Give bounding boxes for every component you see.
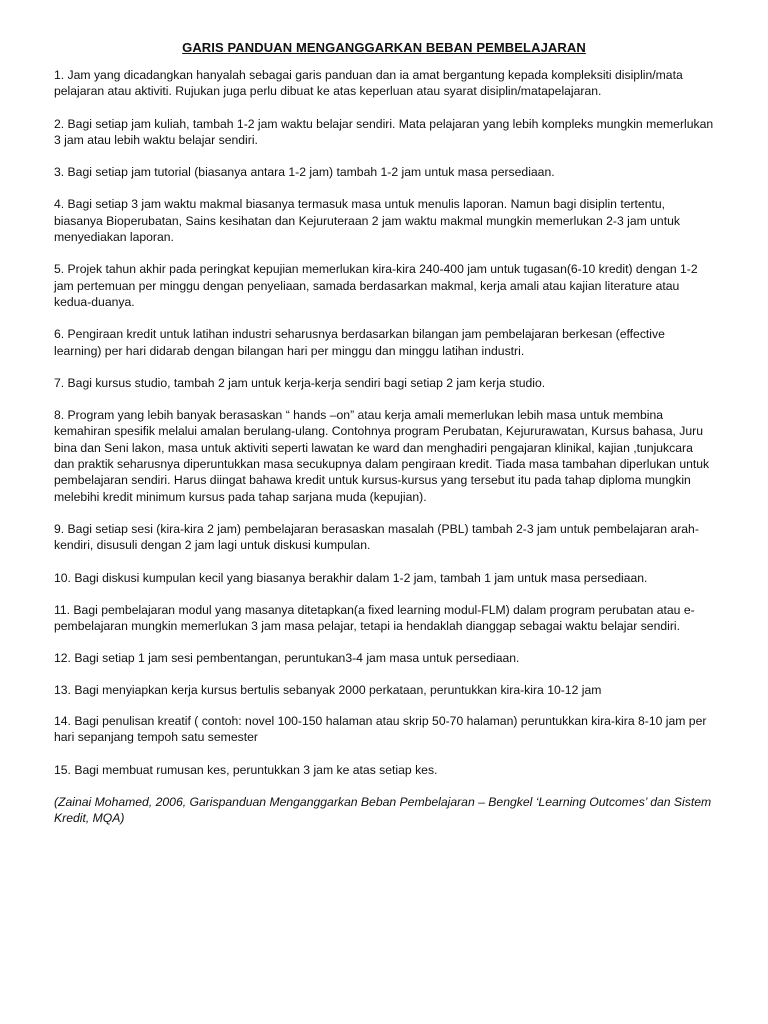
guideline-12: 12. Bagi setiap 1 jam sesi pembentangan, peruntukan3-4 jam masa untuk persediaan. [54, 651, 520, 666]
guideline-15: 15. Bagi membuat rumusan kes, peruntukkan 3 jam ke atas setiap kes. [54, 762, 438, 777]
guideline-14: 14. Bagi penulisan kreatif ( contoh: novel 100-150 halaman atau skrip 50-70 halaman) peruntukkan kira-kira 8-10 jam per hari sepanjang tempoh satu semester [54, 714, 707, 745]
guideline-10: 10. Bagi diskusi kumpulan kecil yang biasanya berakhir dalam 1-2 jam, tambah 1 jam untuk masa persediaan. [54, 570, 648, 585]
guideline-13: 13. Bagi menyiapkan kerja kursus bertulis sebanyak 2000 perkataan, peruntukkan kira-kira 10-12 jam [54, 682, 602, 697]
document-title: GARIS PANDUAN MENGANGGARKAN BEBAN PEMBELAJARAN [182, 40, 586, 55]
guideline-3: 3. Bagi setiap jam tutorial (biasanya antara 1-2 jam) tambah 1-2 jam untuk masa persediaan. [54, 165, 555, 180]
guideline-4: 4. Bagi setiap 3 jam waktu makmal biasanya termasuk masa untuk menulis laporan. Namun bagi disiplin tertentu, biasanya Bioperubatan, Sains kesihatan dan Kejuruteraan 2 jam waktu makmal mungkin memerlukan 2-3 jam untuk menyediakan laporan. [54, 197, 680, 245]
document-page [54, 40, 714, 827]
guideline-2: 2. Bagi setiap jam kuliah, tambah 1-2 jam waktu belajar sendiri. Mata pelajaran yang lebih kompleks mungkin memerlukan 3 jam atau lebih waktu belajar sendiri. [54, 116, 714, 147]
guideline-5: 5. Projek tahun akhir pada peringkat kepujian memerlukan kira-kira 240-400 jam untuk tugasan(6-10 kredit) dengan 1-2 jam pertemuan per minggu dengan penyeliaan, samada berdasarkan makmal, kerja amali atau kajian literature atau kedua-duanya. [54, 262, 698, 309]
guideline-1: 1. Jam yang dicadangkan hanyalah sebagai garis panduan dan ia amat bergantung kepada kompleksiti disiplin/mata pelajaran atau aktiviti. Rujukan juga perlu dibuat ke atas keperluan atau syarat disiplin/matapelajaran. [54, 68, 683, 99]
guideline-8: 8. Program yang lebih banyak berasaskan “ hands –on” atau kerja amali memerlukan lebih masa untuk membina kemahiran spesifik melalui amalan berulang-ulang. Contohnya program Perubatan, Kejururawatan, Kursus bahasa, Juru bina dan Seni lakon, masa untuk aktiviti seperti lawatan ke ward dan menghadiri pengajaran klinikal, kajian ,tunjukcara dan praktik seharusnya diperuntukkan masa secukupnya dalam pengiraan kredit. Tiada masa tambahan diperlukan untuk pembelajaran sendiri. Harus diingat bahawa kredit untuk kursus-kursus yang tersebut itu pada tahap diploma mungkin melebihi kredit minimum kursus pada tahap sarjana muda (kepujian). [54, 408, 710, 504]
guideline-9: 9. Bagi setiap sesi (kira-kira 2 jam) pembelajaran berasaskan masalah (PBL) tambah 2-3 jam untuk pembelajaran arah-kendiri, disusuli dengan 2 jam lagi untuk diskusi kumpulan. [54, 521, 699, 553]
guideline-7: 7. Bagi kursus studio, tambah 2 jam untuk kerja-kerja sendiri bagi setiap 2 jam kerja studio. [54, 375, 546, 390]
guideline-11: 11. Bagi pembelajaran modul yang masanya ditetapkan(a fixed learning modul-FLM) dalam program perubatan atau e- pembelajaran mungkin memerlukan 3 jam masa pelajar, tetapi ia hendaklah dianggap sebagai waktu belajar sendiri. [54, 602, 695, 634]
guideline-6: 6. Pengiraan kredit untuk latihan industri seharusnya berdasarkan bilangan jam pembelajaran berkesan (effective learning) per hari didarab dengan bilangan hari per minggu dan minggu latihan industri. [54, 327, 665, 358]
citation: (Zainai Mohamed, 2006, Garispanduan Menganggarkan Beban Pembelajaran – Bengkel ‘Learning Outcomes’ dan Sistem Kredit, MQA) [54, 794, 712, 826]
